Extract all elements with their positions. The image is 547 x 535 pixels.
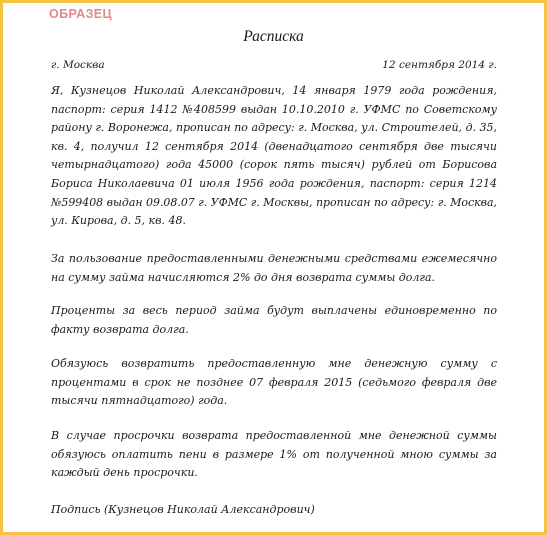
paragraph-line: ул. Кирова, д. 5, кв. 48. [51,214,187,228]
paragraph-line: Я, Кузнецов Николай Александрович, 14 января 1979 года рождения, [51,84,497,97]
paragraph-interest [51,250,497,287]
paragraph-line: факту возврата долга. [51,322,189,336]
paragraph-line: Бориса Николаевича 01 июля 1956 года рождения, паспорт: серия 1214 [51,176,497,190]
paragraph-line: кв. 4, получил 12 сентября 2014 (двенадцатого сентября две тысячи [51,139,497,153]
paragraph-line: каждый день просрочки. [51,466,198,480]
paragraph-line: №599408 выдан 09.08.07 г. УФМС г. Москвы, прописан по адресу: г. Москва, [51,195,497,209]
paragraph-obligation [51,355,497,411]
paragraph-line: району г. Воронежа, прописан по адресу: г. Москва, ул. Строителей, д. 35, [51,121,497,135]
paragraph-payment [51,302,497,339]
document-title: Расписка [243,28,304,45]
paragraph-line: тысячи пятнадцатого) года. [51,394,228,408]
document-city: г. Москва [51,59,105,71]
paragraph-parties [51,82,497,231]
signature-line: Подпись (Кузнецов Николай Александрович) [51,503,315,516]
paragraph-line: паспорт: серия 1412 №408599 выдан 10.10.2010 г. УФМС по Советскому [51,102,497,116]
paragraph-line: В случае просрочки возврата предоставленной мне денежной суммы [51,429,497,442]
paragraph-line: Проценты за весь период займа будут выплачены единовременно по [51,304,497,317]
paragraph-line: Обязуюсь возвратить предоставленную мне денежную сумму с [51,357,497,370]
paragraph-line: четырнадцатого) года 45000 (сорок пять тысяч) рублей от Борисова [51,158,497,172]
paragraph-penalty [51,427,497,483]
paragraph-line: За пользование предоставленными денежными средствами ежемесячно [51,252,497,265]
paragraph-line: процентами в срок не позднее 07 февраля 2015 (седьмого февраля две [51,375,497,389]
paragraph-line: обязуюсь оплатить пени в размере 1% от полученной мною суммы за [51,447,497,461]
paragraph-line: на сумму займа начисляются 2% до дня возврата суммы долга. [51,270,436,284]
document-date: 12 сентября 2014 г. [382,59,497,71]
sample-stamp: ОБРАЗЕЦ [49,7,113,21]
